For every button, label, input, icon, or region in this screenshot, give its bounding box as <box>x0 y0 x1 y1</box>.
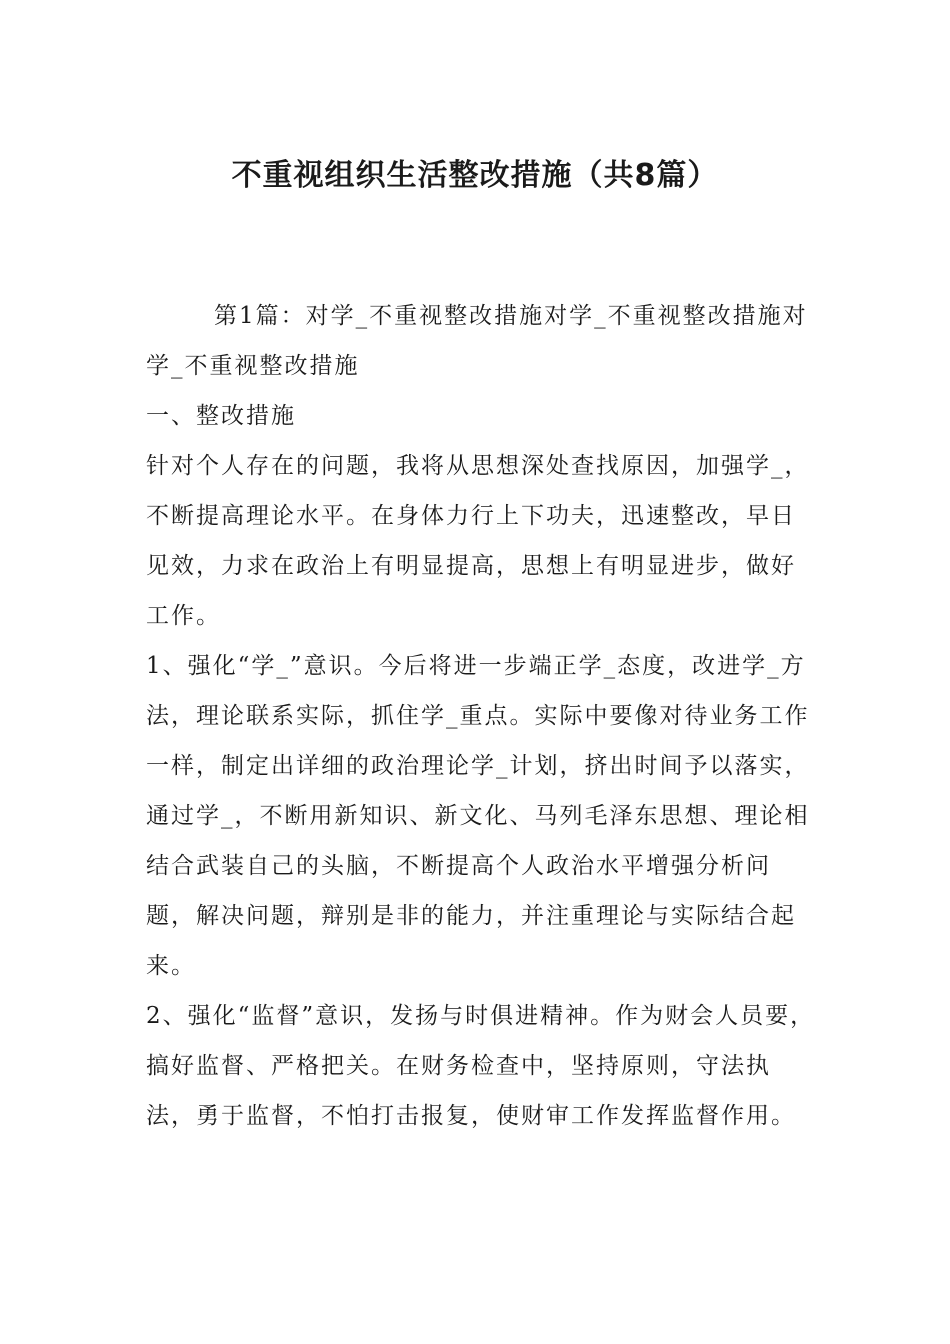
chapter-heading-paragraph: 第1篇：对学_不重视整改措施对学_不重视整改措施对学_不重视整改措施 <box>146 303 808 379</box>
body-paragraph: 针对个人存在的问题，我将从思想深处查找原因，加强学_，不断提高理论水平。在身体力行上下功夫，迅速整改，早日见效，力求在政治上有明显提高，思想上有明显进步，做好工作。 <box>146 453 810 629</box>
section-heading-paragraph: 一、整改措施 <box>146 403 296 429</box>
body-paragraph: 2、强化“监督”意识，发扬与时俱进精神。作为财会人员要，搞好监督、严格把关。在财务检查中，坚持原则，守法执法，勇于监督，不怕打击报复，使财审工作发挥监督作用。 <box>146 1003 816 1129</box>
document-body <box>146 291 818 1141</box>
document-title: 不重视组织生活整改措施（共8篇） <box>231 158 719 193</box>
body-paragraph: 1、强化“学_”意识。今后将进一步端正学_态度，改进学_方法，理论联系实际，抓住学_重点。实际中要像对待业务工作一样，制定出详细的政治理论学_计划，挤出时间予以落实，通过学_，不断用新知识、新文化、马列毛泽东思想、理论相结合武装自己的头脑，不断提高个人政治水平增强分析问题，解决问题，辩别是非的能力，并注重理论与实际结合起来。 <box>146 653 810 979</box>
